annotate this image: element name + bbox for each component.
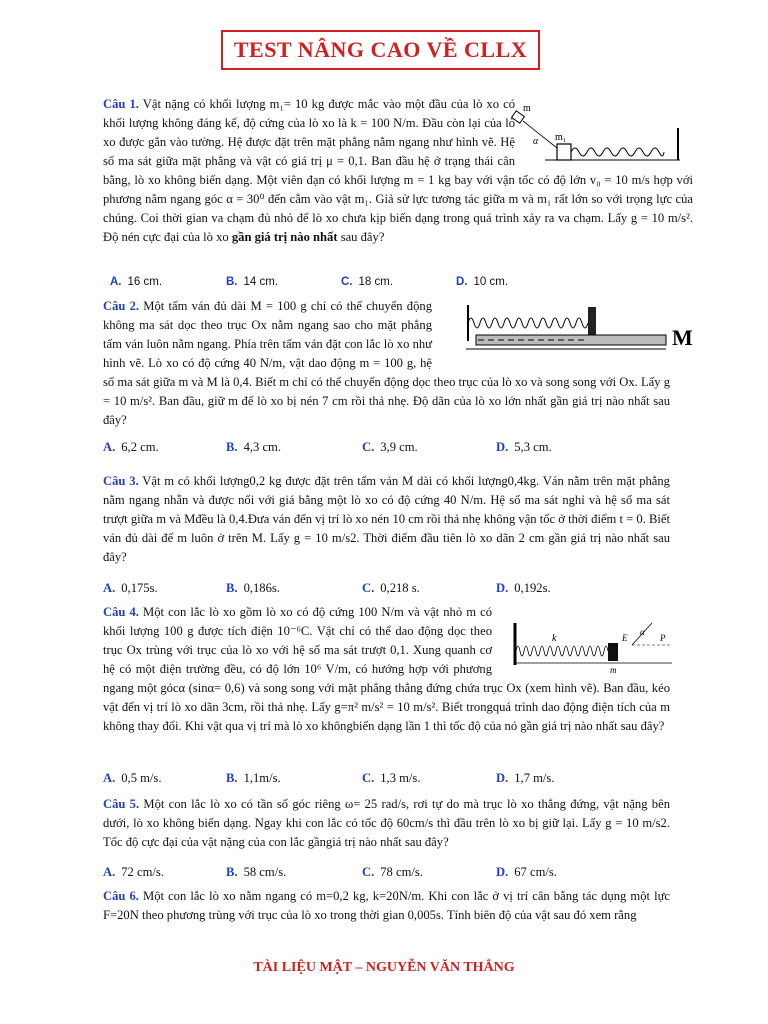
question-label: Câu 2. [103, 299, 140, 313]
option-letter: C. [362, 865, 375, 879]
option-value: 3,9 cm. [380, 440, 418, 454]
fig4-label-alpha: α [640, 627, 645, 637]
option-value: 1,1m/s. [243, 771, 281, 785]
option-value: 16 cm. [127, 276, 163, 288]
question-5 [103, 795, 670, 852]
fig2-label-M: M [672, 325, 693, 350]
option-letter: C. [341, 276, 353, 288]
page-footer: TÀI LIỆU MẬT – NGUYỄN VĂN THẮNG [253, 960, 515, 975]
question-text: Một con lắc lò xo có tần số góc riêng ω= 25 rad/s, rơi tự do mà trục lò xo thẳng đứng, vật nặng bên dưới, lò xo không biến dạng. Ngay khi con lắc có tốc độ 60cm/s thì đầu trên lò xo bị giữ lại. Lấy g = 10 m/s2. Tốc độ cực đại của vật nặng của con lắc gầngiá trị nào nhất sau đây? [103, 797, 670, 849]
fig1-label-m: m [523, 103, 531, 114]
option-value: 72 cm/s. [121, 865, 164, 879]
option-letter: A. [103, 865, 116, 879]
question-2-options [103, 440, 703, 455]
figure-spring-plank [466, 303, 696, 363]
option-letter: C. [362, 581, 375, 595]
option-value: 4,3 cm. [243, 440, 281, 454]
figure-spring-bullet [505, 98, 685, 168]
question-3 [103, 472, 670, 567]
option-value: 58 cm/s. [243, 865, 287, 879]
option-value: 6,2 cm. [121, 440, 159, 454]
option-value: 0,5 m/s. [121, 771, 162, 785]
option-value: 1,7 m/s. [514, 771, 555, 785]
question-label: Câu 6. [103, 889, 139, 903]
option-letter: D. [496, 440, 509, 454]
question-tail: sau đây? [337, 230, 385, 244]
fig4-label-P: P [660, 633, 666, 643]
option-value: 0,218 s. [380, 581, 420, 595]
question-label: Câu 3. [103, 474, 139, 488]
option-letter: A. [103, 581, 116, 595]
option-value: 0,192s. [514, 581, 551, 595]
fig4-label-k: k [552, 633, 557, 644]
fig1-label-m1: m₁ [555, 132, 567, 143]
question-3-options [103, 581, 703, 596]
fig1-label-alpha: α [533, 136, 539, 147]
option-value: 5,3 cm. [514, 440, 552, 454]
fig4-label-m: m [610, 665, 617, 675]
option-value: 67 cm/s. [514, 865, 557, 879]
option-value: 0,175s. [121, 581, 158, 595]
question-label: Câu 4. [103, 605, 139, 619]
page-title: TEST NÂNG CAO VỀ CLLX [221, 30, 540, 70]
option-letter: D. [456, 276, 468, 288]
option-letter: A. [110, 276, 122, 288]
question-label: Câu 1. [103, 97, 139, 111]
question-emphasis: gần giá trị nào nhất [231, 230, 338, 244]
option-value: 14 cm. [243, 276, 279, 288]
option-letter: D. [496, 581, 509, 595]
option-letter: C. [362, 440, 375, 454]
option-value: 0,186s. [243, 581, 280, 595]
option-letter: D. [496, 771, 509, 785]
figure-charged-spring [512, 615, 682, 675]
question-6 [103, 887, 670, 925]
option-value: 18 cm. [358, 276, 394, 288]
option-letter: C. [362, 771, 375, 785]
question-text: Một tấm ván đủ dài M = 100 g chỉ có thể chuyển động không ma sát dọc theo trục Ox nằm ngang sao cho mặt phẳng tấm ván luôn nằm ngang. Phía trên tấm ván đặt con lắc lò xo như hình vẽ. Lò xo có độ cứng 40 N/m, vật dao động m = 100 g, hệ số ma sát giữa m và M là 0,4. Biết m chỉ có thể chuyển động dọc theo trục của lò xo và song song với Ox. Lấy g = 10 m/s². Ban đầu, giữ m để lò xo bị nén 7 cm rồi thả nhẹ. Độ dãn của lò xo lớn nhất gần giá trị nào nhất sau đây? [103, 299, 670, 427]
question-text: Vật m có khối lượng0,2 kg được đặt trên tấm ván M dài có khối lượng0,4kg. Ván nằm trên mặt phẳng nằm ngang nhẵn và được nối với giá bằng một lò xo có độ cứng 40 N/m. Hệ số ma sát nghỉ và hệ số ma sát trượt giữa m và Mđều là 0,4.Đưa ván đến vị trí lò xo nén 10 cm rồi thả nhẹ không vận tốc ở thời điểm t = 0. Biết ván đủ dài để m luôn ở trên M. Lấy g = 10 m/s2. Thời điểm đầu tiên lò xo dãn 2 cm gần giá trị nào nhất sau đây? [103, 474, 670, 564]
question-1-options [110, 276, 710, 288]
option-value: 10 cm. [473, 276, 509, 288]
option-value: 78 cm/s. [380, 865, 423, 879]
option-letter: B. [226, 276, 238, 288]
option-letter: B. [226, 581, 238, 595]
question-text: Vật nặng có khối lượng m₁= 10 kg được mắc vào một đầu của lò xo có khối lượng không đáng kể, độ cứng của lò xo là k = 100 N/m. Đầu còn lại của lò xo được gắn vào tường. Hệ được đặt trên mặt phẳng nằm ngang như hình vẽ. Hệ số ma sát giữa mặt phẳng và vật có giá trị μ = 0,1. Ban đầu hệ ở trạng thái cân bằng, lò xo không biến dạng. Một viên đạn có khối lượng m = 1 kg bay với vận tốc có độ lớn v₀ = 10 m/s hợp với phương nằm ngang góc α = 30⁰ đến cắm vào vật m₁. Giả sử lực tương tác giữa m và m₁ rất lớn so với trọng lực của chúng. Coi thời gian va chạm đủ nhỏ để lò xo chưa kịp biến dạng trong quá trình xảy ra va chạm. Lấy g = 10 m/s². Độ nén cực đại của lò xo [103, 97, 693, 244]
option-letter: A. [103, 440, 116, 454]
question-text: Một con lắc lò xo nằm ngang có m=0,2 kg, k=20N/m. Khi con lắc ở vị trí cân bằng tác dụng một lực F=20N theo phương trùng với trục của lò xo trong thời gian 0,005s. Tính biên độ của vật sau đó xem rằng [103, 889, 670, 922]
option-letter: A. [103, 771, 116, 785]
question-label: Câu 5. [103, 797, 140, 811]
option-value: 1,3 m/s. [380, 771, 421, 785]
option-letter: B. [226, 440, 238, 454]
option-letter: B. [226, 771, 238, 785]
fig4-label-E: E [622, 633, 628, 643]
option-letter: D. [496, 865, 509, 879]
question-5-options [103, 865, 703, 880]
question-4-options [103, 771, 703, 786]
option-letter: B. [226, 865, 238, 879]
question-text: Một con lắc lò xo gồm lò xo có độ cứng 100 N/m và vật nhỏ m có khối lượng 100 g được tích điện 10⁻⁶C. Vật chỉ có thể dao động dọc theo trục Ox trùng với trục của lò xo với hệ số ma sát trượt 0,1. Xung quanh cơ hệ có một điện trường đều, có độ lớn 10⁶ V/m, có hướng hợp với phương ngang một gócα (sinα= 0,6) và song song với mặt phẳng thẳng đứng chứa trục Ox (xem hình vẽ). Ban đầu, kéo vật đến vị trí lò xo dãn 3cm, rồi thả nhẹ. Lấy g=π² m/s² = 10 m/s². Biết trongquá trình dao động điện tích của m không thay đổi. Khi vật qua vị trí mà lò xo khôngbiến dạng lần 1 thì tốc độ của nó gần giá trị nào nhất sau đây? [103, 605, 670, 733]
